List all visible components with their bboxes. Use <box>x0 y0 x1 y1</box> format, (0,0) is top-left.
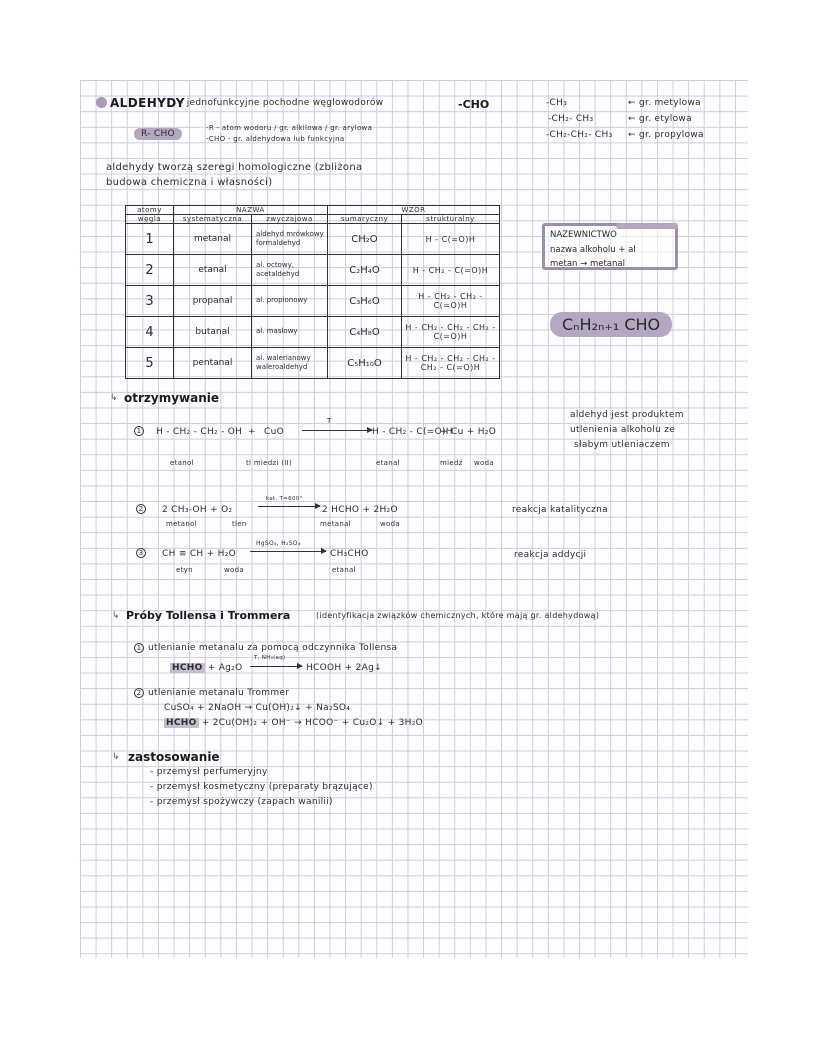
alkyl-formula: -CH₃ <box>546 98 568 108</box>
section-heading-applications: zastosowanie <box>128 750 220 764</box>
homologous-note-line1: aldehydy tworzą szeregi homologiczne (zbliżona <box>106 162 363 173</box>
reaction-3-left: CH ≡ CH + H₂O <box>162 549 236 559</box>
label-methanal: metanal <box>320 520 351 528</box>
functional-group: -CHO <box>458 98 490 111</box>
molecular-formula: C₂H₄O <box>328 255 402 286</box>
arrow-bullet-icon: ↳ <box>110 393 118 403</box>
tollens-eq-left: + Ag₂O <box>207 663 243 673</box>
application-item: - przemysł spożywczy (zapach wanilii) <box>150 797 333 807</box>
common-name: aldehyd mrówkowy formaldehyd <box>252 224 328 255</box>
header-name: NAZWA <box>174 206 328 215</box>
trommer-test <box>134 688 289 698</box>
r-note: -R - atom wodoru / gr. alkilowa / gr. arylowa <box>206 124 373 132</box>
systematic-name: propanal <box>174 286 252 317</box>
bullet-dot-icon <box>96 97 107 108</box>
systematic-name: butanal <box>174 317 252 348</box>
section-heading-obtaining: otrzymywanie <box>124 391 220 405</box>
trommer-title: utlenianie metanalu Trommer <box>148 688 290 698</box>
header-atoms: atomy <box>126 206 174 215</box>
general-formula-badge: CₙH₂ₙ₊₁ CHO <box>550 312 672 337</box>
naming-box-title: NAZEWNICTWO <box>550 230 617 240</box>
reaction-1 <box>134 426 148 436</box>
products-rest: + Cu + H₂O <box>440 427 497 437</box>
cho-note: -CHO - gr. aldehydowa lub funkcyjna <box>206 135 345 143</box>
alkyl-name: ← gr. etylowa <box>628 114 692 124</box>
subheader-structural: strukturalny <box>402 215 500 224</box>
label-copper-oxide: tl miedzi (II) <box>246 459 293 467</box>
systematic-name: metanal <box>174 224 252 255</box>
section-heading-tests: Próby Tollensa i Trommera <box>126 609 291 622</box>
reaction-arrow-icon <box>302 430 372 431</box>
carbon-count: 3 <box>126 286 174 317</box>
label-oxygen: tlen <box>232 520 247 528</box>
product-ethanal: H - CH₂ - C(=O)H <box>372 427 453 437</box>
side-note-line3: słabym utleniaczem <box>574 440 670 450</box>
carbon-count: 4 <box>126 317 174 348</box>
reaction-arrow-icon <box>258 506 320 507</box>
naming-rule-box <box>542 223 678 270</box>
definition-text: - jednofunkcyjne pochodne węglowodorów <box>180 98 384 108</box>
tollens-condition: T, NH₃(aq) <box>254 655 286 661</box>
page-title: ALDEHYDY <box>110 96 185 110</box>
label-water: woda <box>380 520 400 528</box>
naming-box-line1: nazwa alkoholu + al <box>550 245 636 255</box>
carbon-count: 1 <box>126 224 174 255</box>
subheader-common: zwyczajowa <box>252 215 328 224</box>
table-row <box>126 286 500 317</box>
trommer-eq1: CuSO₄ + 2NaOH → Cu(OH)₂↓ + Na₂SO₄ <box>164 703 351 713</box>
molecular-formula: CH₂O <box>328 224 402 255</box>
homologous-note-line2: budowa chemiczna i własności) <box>106 177 273 188</box>
common-name: al. walerianowy waleroaldehyd <box>252 348 328 379</box>
reaction-2-type: reakcja katalityczna <box>512 505 608 515</box>
side-note-line1: aldehyd jest produktem <box>570 410 684 420</box>
common-name: al. masłowy <box>252 317 328 348</box>
subheader-systematic: systematyczna <box>174 215 252 224</box>
step-number: 1 <box>134 643 144 653</box>
application-item: - przemysł perfumeryjny <box>150 767 268 777</box>
reaction-arrow-icon <box>250 666 302 667</box>
common-name: al. octowy, acetaldehyd <box>252 255 328 286</box>
label-water: woda <box>474 459 494 467</box>
alkyl-formula: -CH₂-CH₂- CH₃ <box>546 130 613 140</box>
highlighted-hcho: HCHO <box>172 663 203 673</box>
structural-formula: H - CH₂ - C(=O)H <box>402 255 500 286</box>
application-item: - przemysł kosmetyczny (preparaty brązujące) <box>150 782 373 792</box>
trommer-eq2: + 2Cu(OH)₂ + OH⁻ → HCOO⁻ + Cu₂O↓ + 3H₂O <box>201 718 424 728</box>
carbon-count: 5 <box>126 348 174 379</box>
reaction-2-condition: kat. T=600° <box>266 496 303 502</box>
reactant-ethanol: H - CH₂ - CH₂ - OH <box>156 427 243 437</box>
label-ethyne: etyn <box>176 566 193 574</box>
trommer-eq2-line <box>164 718 423 728</box>
tollens-test <box>134 643 397 653</box>
carbon-count: 2 <box>126 255 174 286</box>
alkyl-name: ← gr. propylowa <box>628 130 704 140</box>
structural-formula: H - C(=O)H <box>402 224 500 255</box>
reaction-2-left: 2 CH₃-OH + O₂ <box>162 505 233 515</box>
highlighted-hcho: HCHO <box>166 718 197 728</box>
reactant-cuo: CuO <box>264 427 284 437</box>
reaction-number: 2 <box>136 504 146 514</box>
systematic-name: pentanal <box>174 348 252 379</box>
tollens-title: utlenianie metanalu za pomocą odczynnika Tollensa <box>148 643 398 653</box>
systematic-name: etanal <box>174 255 252 286</box>
molecular-formula: C₃H₆O <box>328 286 402 317</box>
reaction-3-condition: HgSO₄, H₂SO₄ <box>256 540 301 547</box>
table-row <box>126 317 500 348</box>
label-ethanal: etanal <box>332 566 356 574</box>
header-formula: WZÓR <box>328 206 500 215</box>
table-row <box>126 348 500 379</box>
label-methanol: metanol <box>166 520 197 528</box>
label-etanal: etanal <box>376 459 400 467</box>
alkyl-formula: -CH₂- CH₃ <box>548 114 594 124</box>
tollens-equation <box>170 663 242 673</box>
label-copper: miedź <box>440 459 463 467</box>
molecular-formula: C₄H₈O <box>328 317 402 348</box>
tests-heading-note: (identyfikacja związków chemicznych, które mają gr. aldehydową) <box>316 611 600 620</box>
homologous-series-table <box>125 205 500 379</box>
label-etanol: etanol <box>170 459 194 467</box>
reaction-3-type: reakcja addycji <box>514 550 587 560</box>
side-note-line2: utlenienia alkoholu ze <box>570 425 676 435</box>
subheader-molecular: sumaryczny <box>328 215 402 224</box>
reaction-3-right: CH₃CHO <box>330 549 369 559</box>
reaction-2-right: 2 HCHO + 2H₂O <box>322 505 398 515</box>
reaction-condition: T <box>327 417 332 425</box>
table-row <box>126 255 500 286</box>
table-row <box>126 224 500 255</box>
structural-formula: H - CH₂ - CH₂ - C(=O)H <box>402 286 500 317</box>
reaction-number: 3 <box>136 548 146 558</box>
label-water: woda <box>224 566 244 574</box>
structural-formula: H - CH₂ - CH₂ - CH₂ - C(=O)H <box>402 317 500 348</box>
decorative-bar <box>616 223 678 229</box>
arrow-bullet-icon: ↳ <box>112 611 120 621</box>
arrow-bullet-icon: ↳ <box>112 752 120 762</box>
general-formula-pill: R- CHO <box>134 128 182 140</box>
reaction-number: 1 <box>134 426 144 436</box>
reaction-3 <box>136 548 150 558</box>
reaction-arrow-icon <box>250 551 326 552</box>
grid-notebook-page <box>80 80 748 958</box>
alkyl-name: ← gr. metylowa <box>628 98 701 108</box>
plus-sign: + <box>248 427 256 437</box>
naming-box-line2: metan → metanal <box>550 259 625 269</box>
step-number: 2 <box>134 688 144 698</box>
structural-formula: H - CH₂ - CH₂ - CH₂ - CH₂ - C(=O)H <box>402 348 500 379</box>
subheader-carbon: węgla <box>126 215 174 224</box>
molecular-formula: C₅H₁₀O <box>328 348 402 379</box>
common-name: al. propionowy <box>252 286 328 317</box>
tollens-eq-right: HCOOH + 2Ag↓ <box>306 663 382 673</box>
reaction-2 <box>136 504 150 514</box>
